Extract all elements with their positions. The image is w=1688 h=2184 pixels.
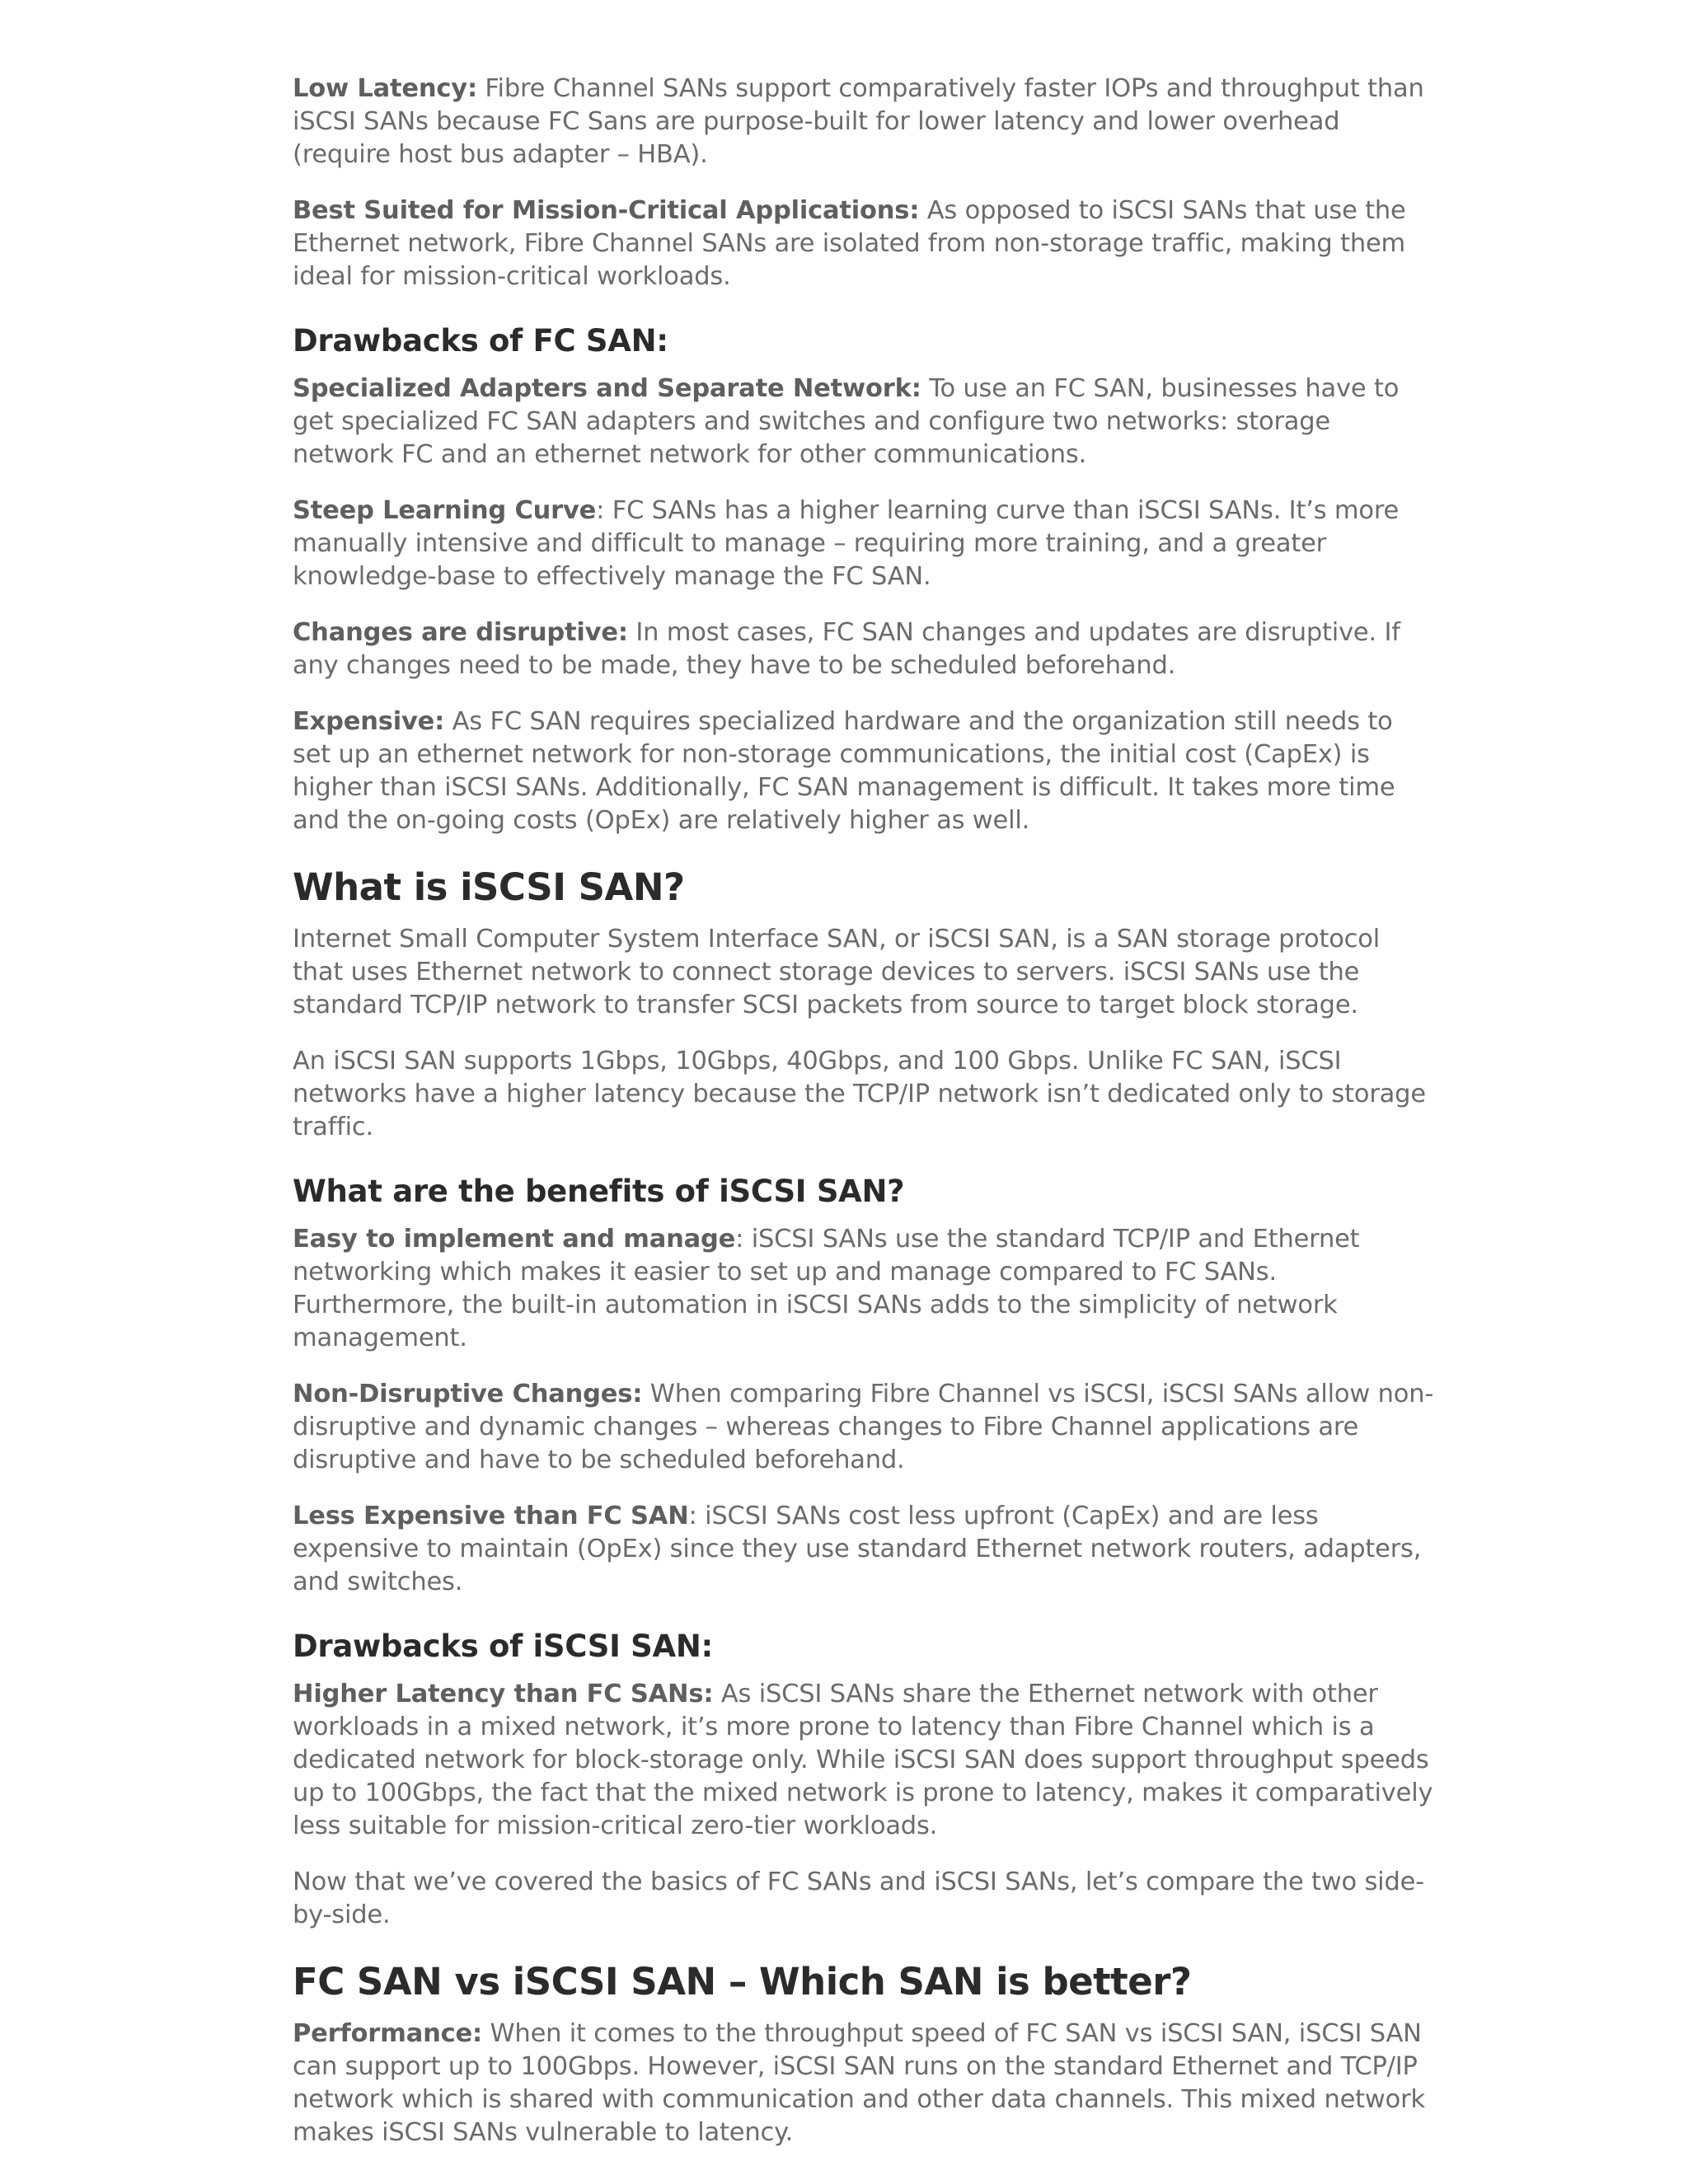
paragraph-transition [293,1866,1434,1932]
paragraph-lead: Expensive: [293,707,445,736]
paragraph-performance [293,2018,1434,2149]
paragraph-text: As iSCSI SANs share the Ethernet network with other workloads in a mixed network, it’s more prone to latency than Fibre Channel which is a dedicated network for block-storage only. While iSCSI SAN does support throughput speeds up to 100Gbps, the fact that the mixed network is prone to latency, makes it comparatively less suitable for mission-critical zero-tier workloads. [293,1680,1433,1840]
paragraph-lead: Best Suited for Mission-Critical Applications: [293,196,920,225]
paragraph-non-disruptive-changes [293,1378,1434,1477]
paragraph-less-expensive [293,1500,1434,1599]
paragraph-text: As opposed to iSCSI SANs that use the Ethernet network, Fibre Channel SANs are isolated from non-storage traffic, making them ideal for mission-critical workloads. [293,196,1406,291]
paragraph-changes-disruptive [293,616,1434,682]
paragraph-lead: Low Latency: [293,74,477,103]
paragraph-expensive [293,705,1434,837]
paragraph-higher-latency [293,1678,1434,1843]
paragraph-text: : FC SANs has a higher learning curve than iSCSI SANs. It’s more manually intensive and difficult to manage – requiring more training, and a greater knowledge-base to effectively manage the FC SAN. [293,496,1400,591]
paragraph-lead: Higher Latency than FC SANs: [293,1680,714,1708]
paragraph-iscsi-definition [293,923,1434,1022]
paragraph-low-latency [293,73,1434,171]
paragraph-text: Internet Small Computer System Interface SAN, or iSCSI SAN, is a SAN storage protocol that uses Ethernet network to connect storage devices to servers. iSCSI SANs use the standard TCP/IP network to transfer SCSI packets from source to target block storage. [293,925,1380,1019]
paragraph-mission-critical [293,194,1434,293]
paragraph-text: In most cases, FC SAN changes and updates are disruptive. If any changes need to be made, they have to be scheduled beforehand. [293,618,1400,680]
paragraph-lead: Non-Disruptive Changes: [293,1380,643,1408]
paragraph-lead: Less Expensive than FC SAN [293,1502,689,1530]
paragraph-specialized-adapters [293,373,1434,471]
heading-drawbacks-fc-san: Drawbacks of FC SAN: [293,323,668,359]
paragraph-text: When comparing Fibre Channel vs iSCSI, iSCSI SANs allow non-disruptive and dynamic changes – whereas changes to Fibre Channel applications are disruptive and have to be scheduled beforehand. [293,1380,1434,1474]
heading-what-is-iscsi-san: What is iSCSI SAN? [293,865,685,909]
paragraph-text: When it comes to the throughput speed of FC SAN vs iSCSI SAN, iSCSI SAN can support up to 100Gbps. However, iSCSI SAN runs on the standard Ethernet and TCP/IP network which is shared with communication and other data channels. This mixed network makes iSCSI SANs vulnerable to latency. [293,2019,1425,2147]
paragraph-text: Fibre Channel SANs support comparatively faster IOPs and throughput than iSCSI SANs because FC Sans are purpose-built for lower latency and lower overhead (require host bus adapter – HBA). [293,74,1424,169]
paragraph-lead: Changes are disruptive: [293,618,628,647]
heading-drawbacks-iscsi-san: Drawbacks of iSCSI SAN: [293,1629,714,1664]
paragraph-lead: Specialized Adapters and Separate Network: [293,374,921,403]
paragraph-lead: Easy to implement and manage [293,1225,736,1254]
paragraph-text: To use an FC SAN, businesses have to get specialized FC SAN adapters and switches and configure two networks: storage network FC and an ethernet network for other communications. [293,374,1400,469]
paragraph-text: : iSCSI SANs use the standard TCP/IP and Ethernet networking which makes it easier to set up and manage compared to FC SANs. Furthermore, the built-in automation in iSCSI SANs adds to the simplicity of network management. [293,1225,1360,1352]
heading-fc-vs-iscsi: FC SAN vs iSCSI SAN – Which SAN is better? [293,1960,1192,2004]
paragraph-text: : iSCSI SANs cost less upfront (CapEx) and are less expensive to maintain (OpEx) since they use standard Ethernet network routers, adapters, and switches. [293,1502,1422,1596]
paragraph-text: An iSCSI SAN supports 1Gbps, 10Gbps, 40Gbps, and 100 Gbps. Unlike FC SAN, iSCSI networks have a higher latency because the TCP/IP network isn’t dedicated only to storage traffic. [293,1047,1426,1141]
paragraph-iscsi-speeds [293,1045,1434,1144]
paragraph-text: Now that we’ve covered the basics of FC SANs and iSCSI SANs, let’s compare the two side-by-side. [293,1868,1424,1929]
document-page [293,73,1434,2172]
paragraph-easy-to-implement [293,1223,1434,1355]
paragraph-steep-learning-curve [293,494,1434,593]
heading-benefits-iscsi-san: What are the benefits of iSCSI SAN? [293,1174,905,1209]
paragraph-lead: Steep Learning Curve [293,496,597,525]
paragraph-lead: Performance: [293,2019,482,2048]
paragraph-text: As FC SAN requires specialized hardware and the organization still needs to set up an ethernet network for non-storage communications, the initial cost (CapEx) is higher than iSCSI SANs. Additionally, FC SAN management is difficult. It takes more time and the on-going costs (OpEx) are relatively higher as well. [293,707,1395,835]
